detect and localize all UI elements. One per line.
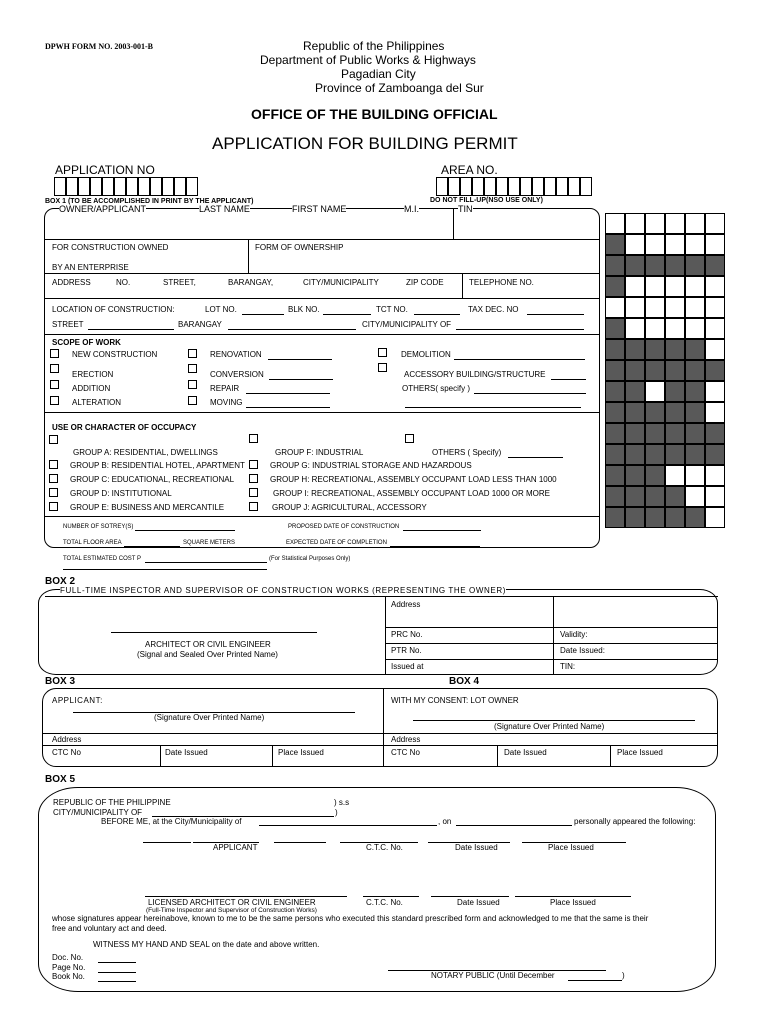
repair-label: REPAIR	[210, 384, 240, 393]
nso-grid-cell	[665, 444, 685, 465]
nso-grid-cell	[665, 423, 685, 444]
repair-field[interactable]	[246, 393, 330, 394]
validity-label: Validity:	[560, 630, 588, 639]
close-paren: )	[335, 808, 338, 817]
group-f-label: GROUP F: INDUSTRIAL	[275, 448, 364, 457]
demolition-field[interactable]	[454, 359, 585, 360]
box2-address-label: Address	[391, 600, 421, 609]
renovation-checkbox[interactable]	[188, 349, 197, 358]
group-b-label: GROUP B: RESIDENTIAL HOTEL, APARTMENT	[70, 461, 245, 470]
nso-grid-cell	[665, 297, 685, 318]
nso-grid-cell	[625, 339, 645, 360]
demolition-checkbox[interactable]	[378, 348, 387, 357]
total-cost-field[interactable]	[145, 562, 267, 563]
nso-grid-cell	[665, 507, 685, 528]
nso-grid-cell	[645, 213, 665, 234]
group-c-checkbox[interactable]	[49, 474, 58, 483]
nso-grid-cell	[665, 276, 685, 297]
storeys-field[interactable]	[135, 530, 235, 531]
nso-grid-cell	[665, 381, 685, 402]
tax-dec-label: TAX DEC. NO	[468, 305, 519, 314]
moving-label: MOVING	[210, 398, 243, 407]
box2-date-issued-label: Date Issued:	[560, 646, 605, 655]
nso-grid-cell	[605, 486, 625, 507]
group-i-label: GROUP I: RECREATIONAL, ASSEMBLY OCCUPANT LOAD 1000 OR MORE	[273, 489, 550, 498]
box2-tin-label: TIN:	[560, 662, 576, 671]
applicant-sign-line-c[interactable]	[274, 842, 326, 843]
address-barangay-label: BARANGAY,	[228, 278, 274, 287]
book-no-field[interactable]	[98, 981, 136, 982]
doc-no-field[interactable]	[98, 962, 136, 963]
nso-grid-cell	[625, 255, 645, 276]
witness-text: WITNESS MY HAND AND SEAL on the date and above written.	[93, 940, 320, 949]
nso-grid-cell	[645, 297, 665, 318]
nso-grid-cell	[665, 360, 685, 381]
nso-grid-cell	[605, 318, 625, 339]
box5-place-issued-label: Place Issued	[548, 843, 594, 852]
others-label: OTHERS( specify )	[402, 384, 471, 393]
nso-grid-cell	[625, 486, 645, 507]
nso-grid-cell	[705, 423, 725, 444]
nso-grid-cell	[685, 276, 705, 297]
lot-owner-signature-line[interactable]	[413, 720, 695, 721]
nso-grid-cell	[705, 213, 725, 234]
completion-label: EXPECTED DATE OF COMPLETION	[286, 540, 387, 546]
nso-grid-cell	[665, 318, 685, 339]
box3-ctc-label: CTC No	[52, 748, 81, 757]
use-checkbox-top-left[interactable]	[49, 435, 58, 444]
demolition-label: DEMOLITION	[401, 350, 451, 359]
applicant-label: APPLICANT:	[52, 696, 103, 705]
nso-grid-cell	[685, 444, 705, 465]
city-label: CITY/MUNICIPALITY OF	[53, 808, 143, 817]
others-specify-field[interactable]	[508, 457, 563, 458]
nso-grid-cell	[705, 339, 725, 360]
on-label: , on	[438, 817, 452, 826]
box5-date-issued-label-2: Date Issued	[457, 898, 500, 907]
nso-grid-cell	[705, 507, 725, 528]
group-d-checkbox[interactable]	[49, 488, 58, 497]
notary-label: NOTARY PUBLIC (Until December	[431, 971, 555, 980]
use-checkbox-top-right[interactable]	[405, 434, 414, 443]
renovation-field[interactable]	[268, 359, 332, 360]
box4-address-label: Address	[391, 735, 421, 744]
box5-applicant-label: APPLICANT	[213, 843, 258, 852]
architect-label: ARCHITECT OR CIVIL ENGINEER	[145, 640, 271, 649]
city-municipality-label: CITY/MUNICIPALITY OF	[362, 320, 452, 329]
nso-grid	[605, 213, 725, 528]
nso-grid-cell	[685, 507, 705, 528]
blk-no-field[interactable]	[323, 314, 371, 315]
nso-grid-cell	[705, 255, 725, 276]
box4-label: BOX 4	[449, 676, 480, 687]
engineer-sign-line[interactable]	[145, 896, 347, 897]
last-name-label: LAST NAME	[199, 204, 250, 214]
first-name-label: FIRST NAME	[292, 204, 347, 214]
group-e-label: GROUP E: BUSINESS AND MERCANTILE	[70, 503, 225, 512]
barangay-field[interactable]	[228, 329, 356, 330]
box2-label: BOX 2	[45, 576, 76, 587]
group-a-label: GROUP A: RESIDENTIAL, DWELLINGS	[73, 448, 218, 457]
erection-label: ERECTION	[72, 370, 114, 379]
ptr-label: PTR No.	[391, 646, 422, 655]
nso-grid-cell	[685, 339, 705, 360]
signal-sealed-label: (Signal and Sealed Over Printed Name)	[137, 650, 278, 659]
nso-grid-cell	[665, 234, 685, 255]
nso-grid-cell	[665, 213, 685, 234]
engineer-ctc-line[interactable]	[363, 896, 419, 897]
header-department: Department of Public Works & Highways	[260, 53, 476, 67]
consent-label: WITH MY CONSENT: LOT OWNER	[391, 696, 519, 705]
alteration-label: ALTERATION	[72, 398, 122, 407]
nso-grid-cell	[705, 486, 725, 507]
before-me-label: BEFORE ME, at the City/Municipality of	[101, 817, 242, 826]
republic-label: REPUBLIC OF THE PHILIPPINE	[53, 798, 171, 807]
box4-date-issued-label: Date Issued	[504, 748, 547, 757]
nso-grid-cell	[625, 423, 645, 444]
erection-checkbox[interactable]	[50, 364, 59, 373]
nso-grid-cell	[625, 381, 645, 402]
box5-ctc-label: C.T.C. No.	[366, 843, 403, 852]
book-no-label: Book No.	[52, 972, 85, 981]
nso-grid-cell	[685, 318, 705, 339]
nso-grid-cell	[625, 318, 645, 339]
group-j-checkbox[interactable]	[249, 502, 258, 511]
prc-label: PRC No.	[391, 630, 423, 639]
scope-title: SCOPE OF WORK	[52, 338, 121, 347]
appeared-label: personally appeared the following:	[574, 817, 696, 826]
floor-area-label: TOTAL FLOOR AREA	[63, 540, 122, 546]
nso-grid-cell	[705, 381, 725, 402]
form-ownership-label: FORM OF OWNERSHIP	[255, 243, 344, 252]
page-no-label: Page No.	[52, 963, 86, 972]
address-city-label: CITY/MUNICIPALITY	[303, 278, 379, 287]
box4-ctc-label: CTC No	[391, 748, 420, 757]
lot-no-field[interactable]	[242, 314, 284, 315]
nso-grid-cell	[705, 360, 725, 381]
telephone-label: TELEPHONE NO.	[469, 278, 534, 287]
others-specify-label: OTHERS ( Specify)	[432, 448, 502, 457]
nso-grid-cell	[625, 465, 645, 486]
lot-no-label: LOT NO.	[205, 305, 237, 314]
group-i-checkbox[interactable]	[249, 488, 258, 497]
nso-grid-cell	[665, 339, 685, 360]
proposed-date-label: PROPOSED DATE OF CONSTRUCTION	[288, 524, 400, 530]
moving-field[interactable]	[246, 407, 330, 408]
repair-checkbox[interactable]	[188, 380, 197, 389]
nso-grid-cell	[625, 444, 645, 465]
nso-grid-cell	[665, 486, 685, 507]
nso-grid-cell	[645, 339, 665, 360]
nso-grid-cell	[645, 423, 665, 444]
header-city: Pagadian City	[341, 67, 416, 81]
conversion-field[interactable]	[269, 379, 333, 380]
new-construction-label: NEW CONSTRUCTION	[72, 350, 158, 359]
tin-label: TIN	[458, 204, 473, 214]
nso-grid-cell	[685, 423, 705, 444]
accessory-checkbox[interactable]	[378, 363, 387, 372]
box5-place-issued-label-2: Place Issued	[550, 898, 596, 907]
nso-grid-cell	[605, 234, 625, 255]
box3-place-issued-label: Place Issued	[278, 748, 324, 757]
nso-grid-cell	[645, 318, 665, 339]
nso-grid-cell	[645, 255, 665, 276]
inspector-label: FULL-TIME INSPECTOR AND SUPERVISOR OF CONSTRUCTION WORKS (REPRESENTING THE OWNER)	[60, 586, 506, 595]
nso-grid-cell	[685, 234, 705, 255]
whose-text: whose signatures appear hereinabove, known to me to be the same persons who executed this standard prescribed form and acknowledged to me that the same is their	[52, 914, 649, 923]
nso-grid-cell	[685, 486, 705, 507]
box4-place-issued-label: Place Issued	[617, 748, 663, 757]
floor-area-field[interactable]	[124, 546, 180, 547]
use-checkbox-top-mid[interactable]	[249, 434, 258, 443]
doc-no-label: Doc. No.	[52, 953, 84, 962]
fulltime-label: (Full-Time Inspector and Supervisor of Construction Works)	[146, 907, 317, 914]
office-title: OFFICE OF THE BUILDING OFFICIAL	[251, 106, 498, 122]
nso-grid-cell	[605, 381, 625, 402]
tct-no-field[interactable]	[414, 314, 460, 315]
by-enterprise-label: BY AN ENTERPRISE	[52, 263, 129, 272]
nso-grid-cell	[645, 381, 665, 402]
application-no-label: APPLICATION NO	[55, 163, 155, 177]
nso-grid-cell	[685, 360, 705, 381]
nso-grid-cell	[625, 213, 645, 234]
nso-grid-cell	[685, 402, 705, 423]
area-no-label: AREA NO.	[441, 163, 498, 177]
nso-grid-cell	[685, 381, 705, 402]
sqm-label: SQUARE METERS	[183, 540, 236, 546]
group-h-checkbox[interactable]	[249, 474, 258, 483]
nso-grid-cell	[605, 402, 625, 423]
address-street-label: STREET,	[163, 278, 196, 287]
nso-grid-cell	[705, 444, 725, 465]
nso-grid-cell	[705, 318, 725, 339]
do-not-fill-label: DO NOT FILL-UP(NSO USE ONLY)	[430, 197, 543, 204]
before-me-city-field[interactable]	[259, 825, 437, 826]
licensed-label: LICENSED ARCHITECT OR CIVIL ENGINEER	[148, 898, 316, 907]
nso-grid-cell	[685, 297, 705, 318]
applicant-sig-caption: (Signature Over Printed Name)	[154, 713, 265, 722]
nso-grid-cell	[625, 276, 645, 297]
group-j-label: GROUP J: AGRICULTURAL, ACCESSORY	[272, 503, 427, 512]
nso-grid-cell	[645, 507, 665, 528]
nso-grid-cell	[705, 276, 725, 297]
street-field[interactable]	[88, 329, 174, 330]
engineer-date-line[interactable]	[431, 896, 509, 897]
box5-label: BOX 5	[45, 774, 76, 785]
total-cost-label: TOTAL ESTIMATED COST P	[63, 556, 142, 562]
addition-checkbox[interactable]	[50, 380, 59, 389]
nso-grid-cell	[685, 465, 705, 486]
notary-close-paren: )	[622, 971, 625, 980]
free-text: free and voluntary act and deed.	[52, 924, 167, 933]
nso-grid-cell	[605, 213, 625, 234]
accessory-field[interactable]	[551, 379, 586, 380]
conversion-label: CONVERSION	[210, 370, 264, 379]
nso-grid-cell	[625, 297, 645, 318]
nso-grid-cell	[605, 339, 625, 360]
storeys-label: NUMBER OF SOTREY(S)	[63, 524, 134, 530]
box3-date-issued-label: Date Issued	[165, 748, 208, 757]
group-c-label: GROUP C: EDUCATIONAL, RECREATIONAL	[70, 475, 235, 484]
nso-grid-cell	[645, 234, 665, 255]
nso-grid-cell	[705, 465, 725, 486]
nso-grid-cell	[645, 276, 665, 297]
address-zip-label: ZIP CODE	[406, 278, 444, 287]
moving-checkbox[interactable]	[188, 396, 197, 405]
tct-no-label: TCT NO.	[376, 305, 408, 314]
nso-grid-cell	[625, 360, 645, 381]
nso-grid-cell	[665, 402, 685, 423]
nso-grid-cell	[605, 360, 625, 381]
nso-grid-cell	[645, 360, 665, 381]
use-title: USE OR CHARACTER OF OCCUPACY	[52, 423, 197, 432]
nso-grid-cell	[605, 507, 625, 528]
box3-address-label: Address	[52, 735, 82, 744]
statistical-label: (For Statistical Purposes Only)	[269, 556, 351, 562]
others-field[interactable]	[474, 393, 586, 394]
city-municipality-field[interactable]	[456, 329, 584, 330]
address-label: ADDRESS	[52, 278, 91, 287]
page-title: APPLICATION FOR BUILDING PERMIT	[212, 134, 518, 153]
location-label: LOCATION OF CONSTRUCTION:	[52, 305, 175, 314]
nso-grid-cell	[645, 444, 665, 465]
nso-grid-cell	[625, 402, 645, 423]
nso-grid-cell	[625, 234, 645, 255]
total-cost-underline	[63, 569, 267, 570]
renovation-label: RENOVATION	[210, 350, 262, 359]
nso-grid-cell	[605, 444, 625, 465]
nso-grid-cell	[645, 465, 665, 486]
new-construction-checkbox[interactable]	[50, 349, 59, 358]
group-d-label: GROUP D: INSTITUTIONAL	[70, 489, 172, 498]
group-h-label: GROUP H: RECREATIONAL, ASSEMBLY OCCUPANT LOAD LESS THAN 1000	[270, 475, 557, 484]
page-no-field[interactable]	[98, 972, 136, 973]
barangay-label: BARANGAY	[178, 320, 222, 329]
street-label: STREET	[52, 320, 84, 329]
nso-grid-cell	[665, 465, 685, 486]
mi-label: M.I.	[404, 204, 419, 214]
owner-label: OWNER/APPLICANT	[59, 204, 147, 214]
address-no-label: NO.	[116, 278, 131, 287]
nso-grid-cell	[685, 255, 705, 276]
proposed-date-field[interactable]	[403, 530, 481, 531]
box3-label: BOX 3	[45, 676, 76, 687]
construction-owned-label: FOR CONSTRUCTION OWNED	[52, 243, 169, 252]
nso-grid-cell	[605, 465, 625, 486]
nso-grid-cell	[605, 255, 625, 276]
blk-no-label: BLK NO.	[288, 305, 320, 314]
header-republic: Republic of the Philippines	[303, 39, 445, 53]
tax-dec-field[interactable]	[527, 314, 584, 315]
group-e-checkbox[interactable]	[49, 502, 58, 511]
conversion-checkbox[interactable]	[188, 364, 197, 373]
completion-field[interactable]	[390, 546, 480, 547]
header-province: Province of Zamboanga del Sur	[315, 81, 484, 95]
nso-grid-cell	[605, 423, 625, 444]
issued-at-label: Issued at	[391, 662, 424, 671]
nso-grid-cell	[625, 507, 645, 528]
nso-grid-cell	[645, 486, 665, 507]
notary-until-field[interactable]	[568, 980, 622, 981]
accessory-label: ACCESSORY BUILDING/STRUCTURE	[404, 370, 546, 379]
addition-label: ADDITION	[72, 384, 111, 393]
nso-grid-cell	[645, 402, 665, 423]
box5-ctc-label-2: C.T.C. No.	[366, 898, 403, 907]
architect-signature-line[interactable]	[111, 632, 317, 633]
box1-label: BOX 1 (TO BE ACCOMPLISHED IN PRINT BY THE APPLICANT)	[45, 198, 254, 205]
group-g-checkbox[interactable]	[249, 460, 258, 469]
nso-grid-cell	[605, 276, 625, 297]
nso-grid-cell	[685, 213, 705, 234]
alteration-checkbox[interactable]	[50, 396, 59, 405]
engineer-place-line[interactable]	[515, 896, 631, 897]
nso-grid-cell	[705, 297, 725, 318]
nso-grid-cell	[705, 234, 725, 255]
form-number: DPWH FORM NO. 2003-001-B	[45, 42, 153, 51]
others-field-2[interactable]	[405, 407, 581, 408]
group-b-checkbox[interactable]	[49, 460, 58, 469]
on-date-field[interactable]	[456, 825, 572, 826]
applicant-sign-line-a[interactable]	[143, 842, 191, 843]
group-g-label: GROUP G: INDUSTRIAL STORAGE AND HAZARDOUS	[270, 461, 472, 470]
nso-grid-cell	[605, 297, 625, 318]
lot-owner-sig-caption: (Signature Over Printed Name)	[494, 722, 605, 731]
nso-grid-cell	[705, 402, 725, 423]
nso-grid-cell	[665, 255, 685, 276]
ss-label: ) s.s	[334, 798, 350, 807]
box5-date-issued-label: Date Issued	[455, 843, 498, 852]
